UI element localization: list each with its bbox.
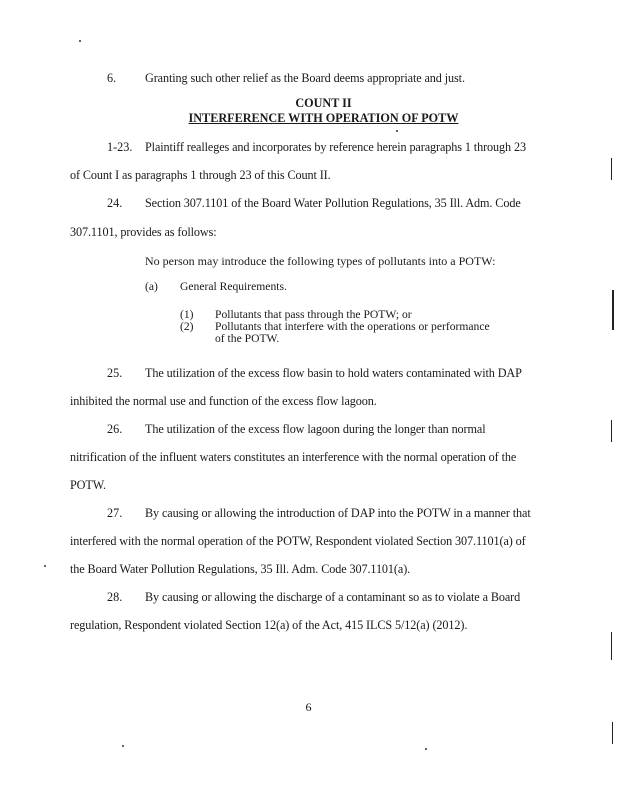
paragraph-26-line2: nitrification of the influent waters constitutes an interference with the normal operation of the: [70, 450, 517, 464]
paragraph-28-number: 28.: [107, 590, 123, 604]
paragraph-28-line2: regulation, Respondent violated Section 12(a) of the Act, 415 ILCS 5/12(a) (2012).: [70, 618, 468, 632]
page-number: 6: [305, 700, 312, 714]
scan-artifact-mark: [611, 158, 612, 180]
item-6-number: 6.: [107, 71, 117, 85]
count-title: COUNT II: [295, 96, 352, 110]
quote-sub-a-label: (a): [145, 280, 158, 293]
quote-intro: No person may introduce the following types of pollutants into a POTW:: [145, 254, 496, 268]
count-subtitle: INTERFERENCE WITH OPERATION OF POTW: [188, 111, 459, 125]
scan-artifact-mark: [612, 722, 613, 744]
scan-artifact-mark: [611, 632, 612, 660]
scan-artifact-dot: [425, 748, 427, 750]
item-6-text: Granting such other relief as the Board deems appropriate and just.: [145, 71, 465, 85]
paragraph-25-line1: The utilization of the excess flow basin to hold waters contaminated with DAP: [145, 366, 522, 380]
quote-item-2-cont: of the POTW.: [215, 332, 280, 345]
paragraph-28-line1: By causing or allowing the discharge of a contaminant so as to violate a Board: [145, 590, 521, 604]
paragraph-1-23-number: 1-23.: [107, 140, 133, 154]
paragraph-27-number: 27.: [107, 506, 123, 520]
paragraph-25-number: 25.: [107, 366, 123, 380]
scan-artifact-dot: [396, 130, 398, 132]
paragraph-24-line1: Section 307.1101 of the Board Water Pollution Regulations, 35 Ill. Adm. Code: [145, 196, 521, 210]
scan-artifact-dot: [79, 40, 81, 42]
paragraph-1-23-line1: Plaintiff realleges and incorporates by reference herein paragraphs 1 through 23: [145, 140, 526, 154]
paragraph-27-line2: interfered with the normal operation of the POTW, Respondent violated Section 307.1101(a) of: [70, 534, 526, 548]
paragraph-24-line2: 307.1101, provides as follows:: [70, 225, 217, 239]
scan-artifact-dot: [122, 745, 124, 747]
paragraph-24-number: 24.: [107, 196, 123, 210]
scan-artifact-mark: [611, 420, 612, 442]
quote-item-1-text: Pollutants that pass through the POTW; or: [215, 308, 412, 321]
quote-item-1-label: (1): [180, 308, 194, 321]
paragraph-1-23-line2: of Count I as paragraphs 1 through 23 of this Count II.: [70, 168, 331, 182]
paragraph-25-line2: inhibited the normal use and function of the excess flow lagoon.: [70, 394, 377, 408]
quote-sub-a-text: General Requirements.: [180, 280, 287, 293]
quote-item-2-label: (2): [180, 320, 194, 333]
paragraph-26-line1: The utilization of the excess flow lagoon during the longer than normal: [145, 422, 486, 436]
scan-artifact-dot: [44, 565, 46, 567]
quote-item-2-text: Pollutants that interfere with the operations or performance: [215, 320, 490, 333]
paragraph-27-line1: By causing or allowing the introduction of DAP into the POTW in a manner that: [145, 506, 531, 520]
scan-artifact-mark: [612, 290, 614, 330]
paragraph-26-number: 26.: [107, 422, 123, 436]
paragraph-27-line3: the Board Water Pollution Regulations, 35 Ill. Adm. Code 307.1101(a).: [70, 562, 411, 576]
paragraph-26-line3: POTW.: [70, 478, 106, 492]
